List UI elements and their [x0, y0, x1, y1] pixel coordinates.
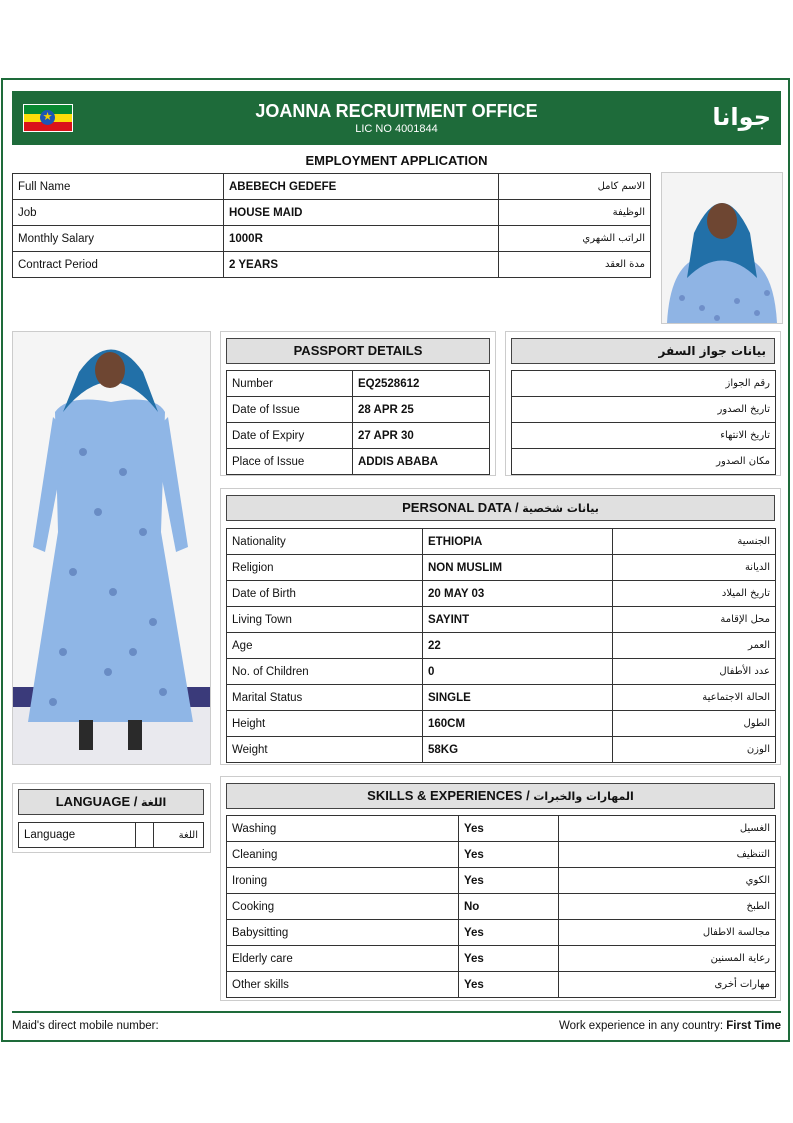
- skill-row: [227, 842, 776, 868]
- personal-row: [227, 607, 776, 633]
- skill-row: [227, 920, 776, 946]
- personal-label: Weight: [227, 737, 423, 763]
- summary-label: Job: [13, 200, 224, 226]
- skill-label: Cooking: [227, 894, 459, 920]
- passport-label: Number: [227, 371, 353, 397]
- passport-row: [227, 423, 490, 449]
- summary-label-ar: الوظيفة: [499, 200, 651, 226]
- passport-row: [227, 371, 490, 397]
- language-title-ar: اللغة: [140, 796, 167, 809]
- personal-label: Living Town: [227, 607, 423, 633]
- skill-label-ar: رعاية المسنين: [559, 946, 776, 972]
- summary-value: ABEBECH GEDEFE: [224, 174, 499, 200]
- passport-row: [227, 449, 490, 475]
- summary-value: 2 YEARS: [224, 252, 499, 278]
- personal-label-ar: العمر: [613, 633, 776, 659]
- summary-label-ar: مدة العقد: [499, 252, 651, 278]
- skill-value: Yes: [459, 920, 559, 946]
- skill-label-ar: مجالسة الاطفال: [559, 920, 776, 946]
- skill-label-ar: الغسيل: [559, 816, 776, 842]
- passport-row: [227, 397, 490, 423]
- passport-arabic-table: [511, 370, 776, 475]
- passport-ar-row: [512, 423, 776, 449]
- personal-title-en: PERSONAL DATA /: [402, 500, 523, 515]
- language-title-en: LANGUAGE /: [55, 794, 141, 809]
- personal-label: No. of Children: [227, 659, 423, 685]
- language-label-ar: اللغة: [154, 823, 204, 848]
- passport-ar-label-ar: تاريخ الانتهاء: [512, 423, 776, 449]
- personal-value: 0: [423, 659, 613, 685]
- summary-label: Contract Period: [13, 252, 224, 278]
- skill-label-ar: الطبخ: [559, 894, 776, 920]
- personal-label-ar: الطول: [613, 711, 776, 737]
- passport-value: 27 APR 30: [353, 423, 490, 449]
- summary-label: Monthly Salary: [13, 226, 224, 252]
- office-arabic-name: جوانا: [712, 103, 771, 131]
- summary-label-ar: الاسم كامل: [499, 174, 651, 200]
- personal-row: [227, 581, 776, 607]
- personal-title-ar: بيانات شخصية: [522, 502, 599, 515]
- personal-value: SAYINT: [423, 607, 613, 633]
- language-table: [18, 822, 204, 848]
- passport-ar-row: [512, 397, 776, 423]
- personal-value: SINGLE: [423, 685, 613, 711]
- summary-row: [13, 174, 651, 200]
- header-banner: [12, 91, 781, 145]
- work-experience-label: Work experience in any country:: [558, 1020, 724, 1032]
- skill-value: Yes: [459, 946, 559, 972]
- skill-row: [227, 868, 776, 894]
- skill-value: No: [459, 894, 559, 920]
- personal-value: 20 MAY 03: [423, 581, 613, 607]
- language-label: Language: [19, 823, 136, 848]
- skill-row: [227, 816, 776, 842]
- personal-label-ar: الجنسية: [613, 529, 776, 555]
- skill-value: Yes: [459, 972, 559, 998]
- star-emblem-icon: ★: [40, 110, 55, 125]
- personal-value: 22: [423, 633, 613, 659]
- passport-ar-row: [512, 371, 776, 397]
- skills-title-en: SKILLS & EXPERIENCES /: [367, 788, 534, 803]
- skill-label: Other skills: [227, 972, 459, 998]
- personal-label: Marital Status: [227, 685, 423, 711]
- personal-label-ar: تاريخ الميلاد: [613, 581, 776, 607]
- passport-table: [226, 370, 490, 475]
- skills-title-ar: المهارات والخبرات: [533, 790, 634, 803]
- passport-ar-row: [512, 449, 776, 475]
- personal-label: Height: [227, 711, 423, 737]
- summary-table: [12, 173, 651, 278]
- skill-row: [227, 972, 776, 998]
- summary-label: Full Name: [13, 174, 224, 200]
- personal-data-table: [226, 528, 776, 763]
- personal-label-ar: الديانة: [613, 555, 776, 581]
- summary-value: 1000R: [224, 226, 499, 252]
- summary-row: [13, 226, 651, 252]
- personal-value: NON MUSLIM: [423, 555, 613, 581]
- office-title: JOANNA RECRUITMENT OFFICE: [255, 101, 538, 121]
- application-title: EMPLOYMENT APPLICATION: [305, 153, 488, 168]
- skill-row: [227, 946, 776, 972]
- passport-ar-label-ar: تاريخ الصدور: [512, 397, 776, 423]
- language-row: [19, 823, 204, 848]
- summary-row: [13, 252, 651, 278]
- passport-ar-label-ar: رقم الجواز: [512, 371, 776, 397]
- portrait-photo: [661, 172, 783, 324]
- passport-label: Date of Issue: [227, 397, 353, 423]
- language-value: [136, 823, 154, 848]
- footer-divider: [12, 1011, 781, 1013]
- personal-value: ETHIOPIA: [423, 529, 613, 555]
- passport-arabic-title: بيانات جواز السفر: [511, 338, 775, 364]
- skill-label: Babysitting: [227, 920, 459, 946]
- skill-value: Yes: [459, 816, 559, 842]
- skills-table: [226, 815, 776, 998]
- personal-label: Nationality: [227, 529, 423, 555]
- skill-label: Washing: [227, 816, 459, 842]
- personal-label: Date of Birth: [227, 581, 423, 607]
- personal-row: [227, 737, 776, 763]
- skill-label: Ironing: [227, 868, 459, 894]
- summary-value: HOUSE MAID: [224, 200, 499, 226]
- personal-label: Age: [227, 633, 423, 659]
- work-experience-value: First Time: [726, 1020, 781, 1032]
- personal-row: [227, 659, 776, 685]
- skill-label: Elderly care: [227, 946, 459, 972]
- personal-label-ar: عدد الأطفال: [613, 659, 776, 685]
- personal-row: [227, 529, 776, 555]
- work-experience: [559, 1020, 781, 1032]
- personal-label-ar: الحالة الاجتماعية: [613, 685, 776, 711]
- language-title: [18, 789, 204, 815]
- skill-label-ar: الكوي: [559, 868, 776, 894]
- skill-label-ar: التنظيف: [559, 842, 776, 868]
- full-body-photo: [13, 332, 210, 764]
- passport-value: EQ2528612: [353, 371, 490, 397]
- passport-label: Date of Expiry: [227, 423, 353, 449]
- mobile-number-label: Maid's direct mobile number:: [12, 1020, 159, 1032]
- skill-value: Yes: [459, 842, 559, 868]
- passport-label: Place of Issue: [227, 449, 353, 475]
- passport-value: ADDIS ABABA: [353, 449, 490, 475]
- skill-label: Cleaning: [227, 842, 459, 868]
- personal-row: [227, 633, 776, 659]
- skill-label-ar: مهارات أخرى: [559, 972, 776, 998]
- license-number: LIC NO 4001844: [355, 123, 438, 135]
- passport-ar-label-ar: مكان الصدور: [512, 449, 776, 475]
- personal-data-title: [226, 495, 775, 521]
- skill-row: [227, 894, 776, 920]
- passport-value: 28 APR 25: [353, 397, 490, 423]
- summary-row: [13, 200, 651, 226]
- passport-section-title: PASSPORT DETAILS: [226, 338, 490, 364]
- personal-row: [227, 711, 776, 737]
- summary-label-ar: الراتب الشهري: [499, 226, 651, 252]
- personal-label: Religion: [227, 555, 423, 581]
- personal-value: 58KG: [423, 737, 613, 763]
- personal-row: [227, 685, 776, 711]
- personal-label-ar: محل الإقامة: [613, 607, 776, 633]
- personal-row: [227, 555, 776, 581]
- skill-value: Yes: [459, 868, 559, 894]
- personal-label-ar: الوزن: [613, 737, 776, 763]
- skills-title: [226, 783, 775, 809]
- full-body-photo-panel: [12, 331, 211, 765]
- personal-value: 160CM: [423, 711, 613, 737]
